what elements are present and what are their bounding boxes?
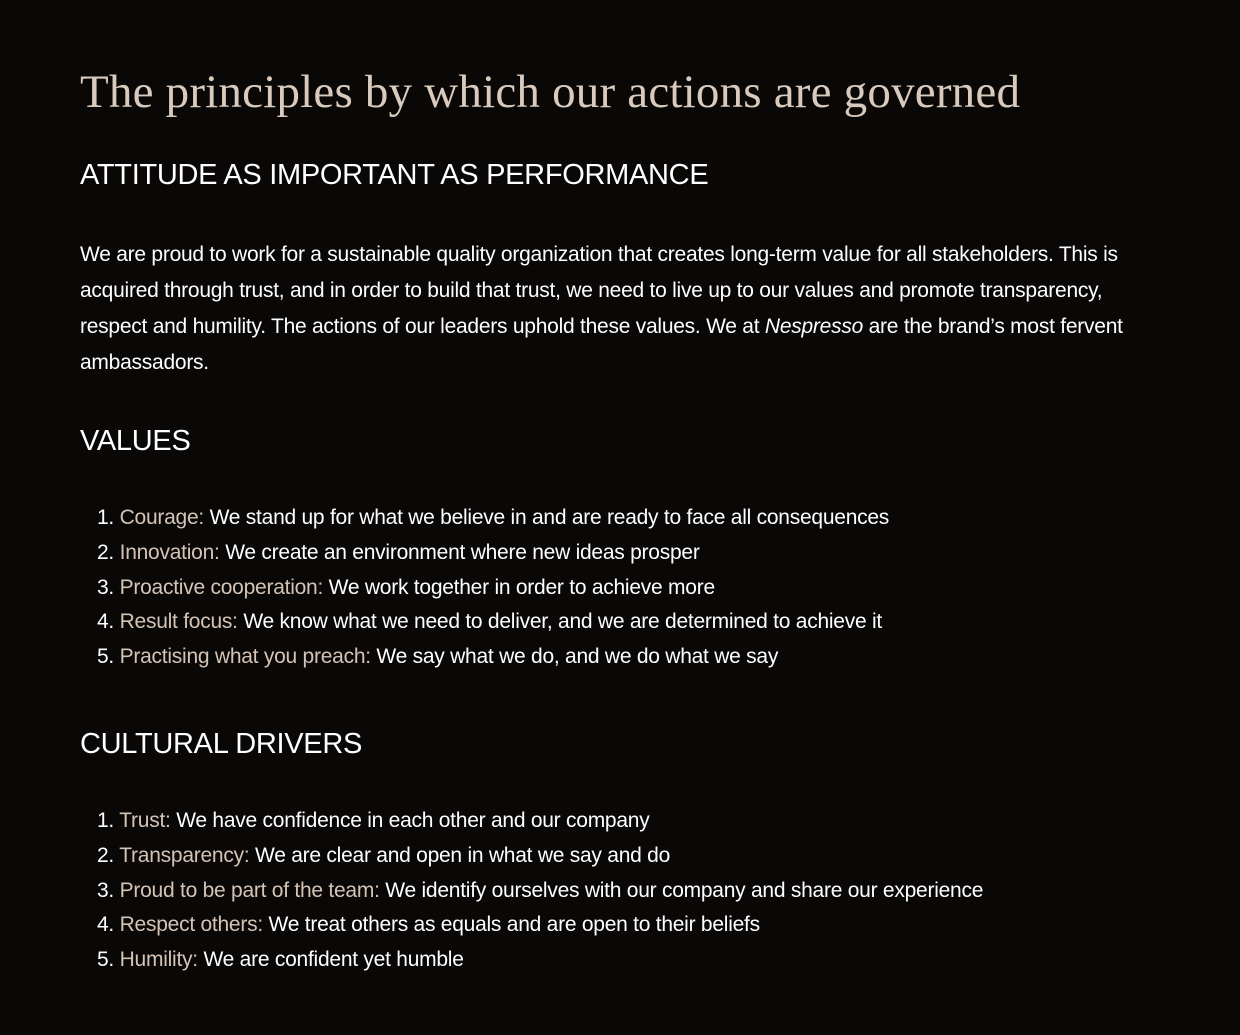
cultural-drivers-heading: CULTURAL DRIVERS [80, 727, 363, 760]
value-term: Result focus: [119, 610, 238, 634]
attitude-text-start: We are proud to work for a sustainable quality organization that creates long-term value for all stakeholders. This is acquired through trust, and in order to build that trust, we need to live up to our values and promote transparency, respect and humility. The actions of our leaders uphold these values. We at [80, 243, 1118, 338]
page-title: The principles by which our actions are governed [80, 66, 1021, 118]
values-list [80, 501, 1160, 675]
list-number: 1. [97, 808, 115, 832]
brand-name: Nespresso [764, 315, 864, 338]
value-item-proactive-cooperation [97, 571, 1160, 606]
driver-term: Transparency: [119, 843, 250, 867]
attitude-text-end: are the brand’s most fervent ambassadors. [80, 315, 1123, 374]
value-description: We know what we need to deliver, and we are determined to achieve it [243, 610, 882, 634]
driver-item-proud-team [97, 874, 1160, 909]
value-item-practising [97, 640, 1160, 675]
cultural-drivers-list [80, 804, 1160, 978]
list-number: 3. [97, 878, 115, 902]
attitude-heading: ATTITUDE AS IMPORTANT AS PERFORMANCE [80, 159, 709, 191]
list-number: 2. [97, 540, 115, 564]
value-description: We work together in order to achieve more [328, 575, 715, 599]
value-term: Courage: [119, 506, 204, 529]
driver-item-trust [97, 804, 1160, 839]
driver-description: We have confidence in each other and our company [176, 808, 650, 832]
list-number: 4. [97, 610, 115, 634]
list-number: 3. [97, 575, 115, 599]
value-description: We create an environment where new ideas prosper [225, 540, 700, 564]
value-item-courage [97, 501, 1160, 536]
value-term: Practising what you preach: [119, 645, 371, 669]
driver-term: Trust: [119, 808, 171, 832]
value-term: Innovation: [119, 540, 220, 564]
list-number: 4. [97, 913, 115, 937]
value-description: We say what we do, and we do what we say [376, 645, 779, 669]
list-number: 1. [97, 506, 115, 529]
driver-description: We are clear and open in what we say and do [255, 843, 670, 867]
list-number: 5. [97, 645, 115, 669]
driver-item-respect [97, 908, 1160, 943]
list-number: 2. [97, 843, 115, 867]
attitude-paragraph [80, 237, 1140, 381]
value-term: Proactive cooperation: [119, 575, 324, 599]
driver-term: Respect others: [119, 913, 263, 937]
driver-description: We treat others as equals and are open to their beliefs [268, 913, 760, 937]
driver-term: Humility: [119, 948, 198, 972]
driver-item-humility [97, 943, 1160, 978]
value-description: We stand up for what we believe in and are ready to face all consequences [209, 506, 890, 529]
list-number: 5. [97, 948, 115, 972]
values-heading: VALUES [80, 425, 191, 457]
driver-description: We are confident yet humble [203, 948, 464, 972]
driver-description: We identify ourselves with our company and share our experience [385, 878, 984, 902]
value-item-result-focus [97, 605, 1160, 640]
driver-item-transparency [97, 839, 1160, 874]
driver-term: Proud to be part of the team: [119, 878, 380, 902]
principles-article [80, 62, 1160, 978]
value-item-innovation [97, 536, 1160, 571]
